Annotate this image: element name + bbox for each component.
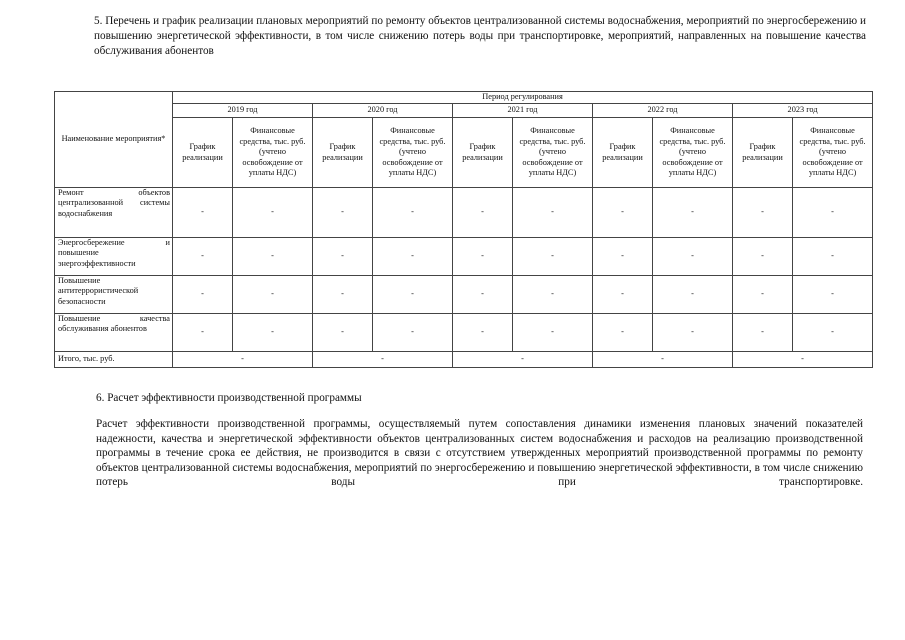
table-row <box>55 238 873 276</box>
table-cell: - <box>233 238 313 276</box>
table-cell: - <box>173 188 233 238</box>
total-cell: - <box>733 352 873 368</box>
header-year-2020: 2020 год <box>313 104 453 118</box>
section-5-heading-text: 5. Перечень и график реализации плановых мероприятий по ремонту объектов централизованной системы водоснабжения, мероприятий по энергосбережению и повышению энергетической эффективности, в том числе снижению потерь воды при транспортировке, мероприятий, направленных на повышение качества обслуживания абонентов <box>94 15 866 57</box>
table-cell: - <box>233 276 313 314</box>
total-cell: - <box>173 352 313 368</box>
row-name-cell: Повышение антитеррористической безопасности <box>55 276 173 314</box>
table-cell: - <box>173 276 233 314</box>
table-row <box>55 276 873 314</box>
table-cell: - <box>373 276 453 314</box>
table-cell: - <box>653 188 733 238</box>
header-year-2022: 2022 год <box>593 104 733 118</box>
table-cell: - <box>453 188 513 238</box>
header-finance-cell: Финансовые средства, тыс. руб. (учтено освобождение от уплаты НДС) <box>233 118 313 188</box>
header-finance-cell: Финансовые средства, тыс. руб. (учтено освобождение от уплаты НДС) <box>653 118 733 188</box>
table-cell: - <box>733 314 793 352</box>
table-cell: - <box>593 276 653 314</box>
section-6-paragraph <box>66 417 863 490</box>
row-name-cell: Повышение качества обслуживания абонентов <box>55 314 173 352</box>
header-schedule-cell: График реализации <box>453 118 513 188</box>
table-cell: - <box>653 238 733 276</box>
plan-table <box>54 91 873 368</box>
table-cell: - <box>733 188 793 238</box>
total-cell: - <box>593 352 733 368</box>
table-cell: - <box>793 314 873 352</box>
table-cell: - <box>793 188 873 238</box>
header-finance-cell: Финансовые средства, тыс. руб. (учтено освобождение от уплаты НДС) <box>793 118 873 188</box>
table-cell: - <box>233 188 313 238</box>
table-cell: - <box>173 314 233 352</box>
header-schedule-cell: График реализации <box>313 118 373 188</box>
header-year-2019: 2019 год <box>173 104 313 118</box>
row-name-cell: Ремонт объектов централизованной системы водоснабжения <box>55 188 173 238</box>
total-name-cell: Итого, тыс. руб. <box>55 352 173 368</box>
table-cell: - <box>793 276 873 314</box>
total-cell: - <box>313 352 453 368</box>
table-cell: - <box>453 276 513 314</box>
table-cell: - <box>453 238 513 276</box>
table-cell: - <box>313 188 373 238</box>
total-cell: - <box>453 352 593 368</box>
table-cell: - <box>453 314 513 352</box>
table-cell: - <box>313 314 373 352</box>
header-schedule-cell: График реализации <box>173 118 233 188</box>
header-year-2023: 2023 год <box>733 104 873 118</box>
table-cell: - <box>593 238 653 276</box>
section-6-heading: 6. Расчет эффективности производственной программы <box>96 392 362 404</box>
table-cell: - <box>513 314 593 352</box>
table-cell: - <box>233 314 313 352</box>
header-schedule-cell: График реализации <box>733 118 793 188</box>
table-row <box>55 188 873 238</box>
header-year-2021: 2021 год <box>453 104 593 118</box>
table-cell: - <box>733 238 793 276</box>
table-cell: - <box>313 276 373 314</box>
header-finance-cell: Финансовые средства, тыс. руб. (учтено освобождение от уплаты НДС) <box>513 118 593 188</box>
table-cell: - <box>653 276 733 314</box>
table-row <box>55 314 873 352</box>
section-6-paragraph-text: Расчет эффективности производственной программы, осуществляемый путем сопоставления динамики изменения плановых значений показателей надежности, качества и энергетической эффективности объектов централизованных систем водоснабжения и расходов на реализацию производственной программы в течение срока ее действия, не производится в связи с отсутствием утвержденных мероприятий производственной программы по ремонту объектов централизованной системы водоснабжения, мероприятий по энергосбережению и повышению энергетической эффективности, в том числе снижению потерь воды при транспортировке. <box>96 418 863 489</box>
section-5-heading <box>66 14 866 59</box>
table-cell: - <box>733 276 793 314</box>
header-name-cell: Наименование мероприятия* <box>55 92 173 188</box>
table-cell: - <box>373 188 453 238</box>
table-cell: - <box>173 238 233 276</box>
header-schedule-cell: График реализации <box>593 118 653 188</box>
table-cell: - <box>593 314 653 352</box>
row-name-cell: Энергосбережение и повышение энергоэффективности <box>55 238 173 276</box>
table-cell: - <box>513 238 593 276</box>
table-cell: - <box>313 238 373 276</box>
table-cell: - <box>513 188 593 238</box>
table-cell: - <box>513 276 593 314</box>
table-total-row <box>55 352 873 368</box>
header-finance-cell: Финансовые средства, тыс. руб. (учтено освобождение от уплаты НДС) <box>373 118 453 188</box>
table-cell: - <box>793 238 873 276</box>
table-cell: - <box>373 314 453 352</box>
table-cell: - <box>653 314 733 352</box>
table-cell: - <box>593 188 653 238</box>
header-period-cell: Период регулирования <box>173 92 873 104</box>
table-cell: - <box>373 238 453 276</box>
